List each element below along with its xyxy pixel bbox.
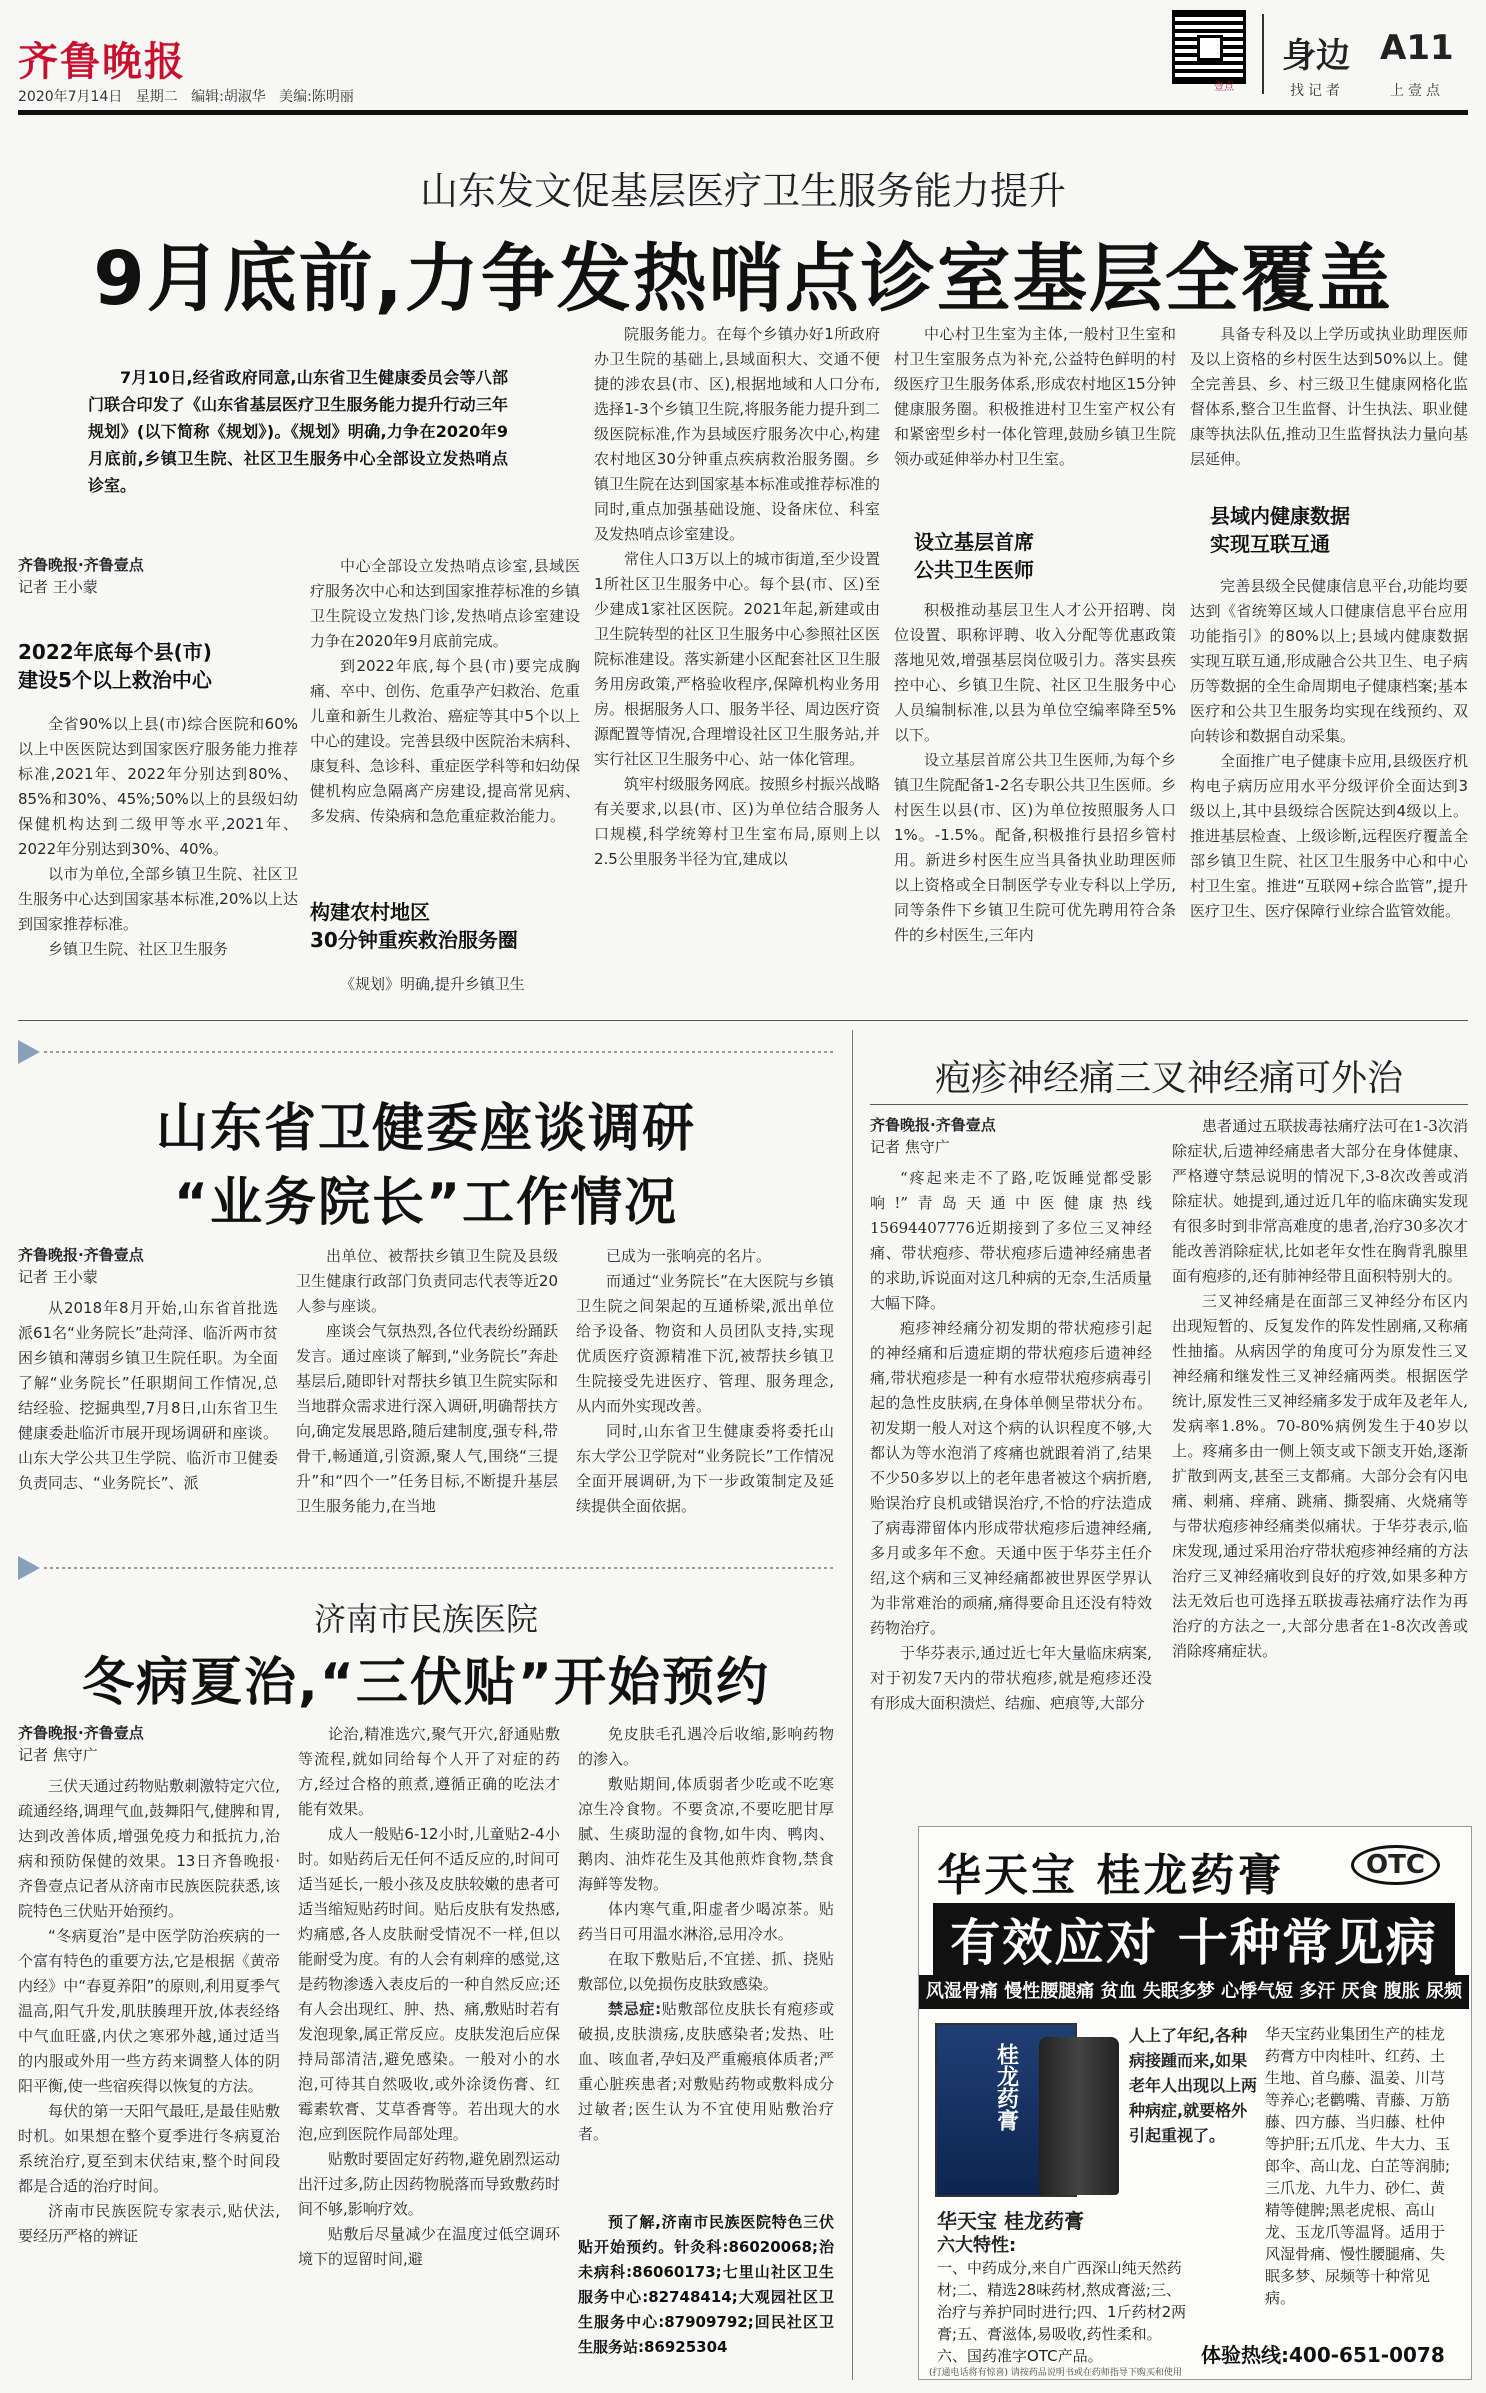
- paragraph: 常住人口3万以上的城市街道,至少设置1所社区卫生服务中心。每个县(市、区)至少建成1家社区医院。2021年起,新建或由卫生院转型的社区卫生服务中心参照社区医院标准建设。落实新建小区配套社区卫生服务用房政策,严格验收程序,保障机构业务用房。根据服务人口、服务半径、周边医疗资源配置等情况,合理增设社区卫生服务站,并实行社区卫生服务中心、站一体化管理。: [594, 550, 880, 768]
- paragraph: “冬病夏治”是中医学防治疾病的一个富有特色的重要方法,它是根据《黄帝内经》中“春夏养阳”的原则,利用夏季气温高,阳气升发,肌肤腠理开放,体表经络中气血旺盛,内伏之寒邪外越,通过适当的内服或外用一些方药来调整人体的阴阳平衡,使一些宿疾得以恢复的方法。: [18, 1927, 280, 2095]
- article4-title: 疱疹神经痛三叉神经痛可外治: [934, 1058, 1403, 1099]
- paragraph: 三伏天通过药物贴敷刺激特定穴位,疏通经络,调理气血,鼓舞阳气,健脾和胃,达到改善体质,增强免疫力和抵抗力,治病和预防保健的效果。13日齐鲁晚报·齐鲁壹点记者从济南市民族医院获悉,该院特色三伏贴开始预约。: [18, 1777, 280, 1920]
- section-divider: [18, 1020, 1468, 1021]
- article3-appointment-info: [578, 2210, 834, 2380]
- article4-column-2: [1172, 1114, 1468, 1786]
- section-name: 身边: [1282, 36, 1350, 76]
- ad-intro-text: 人上了年纪,各种病接踵而来,如果老年人出现以上两种病症,就要格外引起重视了。: [1129, 2026, 1258, 2145]
- dashed-rule: [44, 1051, 834, 1053]
- paragraph: 以市为单位,全部乡镇卫生院、社区卫生服务中心达到国家基本标准,20%以上达到国家推荐标准。: [18, 865, 298, 933]
- article3-byline: [18, 1722, 280, 1766]
- masthead-rule: [18, 110, 1468, 115]
- paragraph: 贴敷时要固定好药物,避免剧烈运动出汗过多,防止因药物脱落而导致敷药时间不够,影响疗效。: [298, 2150, 560, 2218]
- byline-reporter: 记者 焦守广: [870, 1138, 950, 1156]
- reporter-tag: 找记者: [1290, 83, 1344, 99]
- paragraph: 论治,精准选穴,聚气开穴,舒通贴敷等流程,就如同给每个人开了对症的药方,经过合格的煎煮,遵循正确的吃法才能有效果。: [298, 1725, 560, 1818]
- ad-hotline[interactable]: [1201, 2339, 1445, 2368]
- paragraph: 从2018年8月开始,山东省首批选派61名“业务院长”赴菏泽、临沂两市贫困乡镇和薄弱乡镇卫生院任职。为全面了解“业务院长”任职期间工作情况,总结经验、挖掘典型,7月8日,山东省卫生健康委赴临沂市展开现场调研和座谈。山东大学公共卫生学院、临沂市卫健委负责同志、“业务院长”、派: [18, 1299, 278, 1492]
- article1-lead: 7月10日,经省政府同意,山东省卫生健康委员会等八部门联合印发了《山东省基层医疗卫生服务能力提升行动三年规划》(以下简称《规划》)。《规划》明确,力争在2020年9月底前,乡镇卫生院、社区卫生服务中心全部设立发热哨点诊室。: [88, 368, 508, 495]
- issue-designer: 美编:陈明丽: [279, 89, 354, 105]
- qr-label: 壹点: [1214, 82, 1234, 93]
- otc-badge: OTC: [1351, 1845, 1440, 1885]
- paragraph: 三叉神经痛是在面部三叉神经分布区内出现短暂的、反复发作的阵发性剧痛,又称痛性抽搐。从病因学的角度可分为原发性三叉神经痛和继发性三叉神经痛两类。根据医学统计,原发性三叉神经痛多发于成年及老年人,发病率1.8%。70-80%病例发生于40岁以上。疼痛多由一侧上领支或下颌支开始,逐渐扩散到两支,甚至三支都痛。大部分会有闪电痛、刺痛、痒痛、跳痛、撕裂痛、火烧痛等与带状疱疹神经痛类似痛状。于华芬表示,临床发现,通过采用治疗带状疱疹神经痛的方法治疗三叉神经痛收到良好的疗效,如果多种方法无效后也可选择五联拔毒祛痛疗法作为再治疗的方法之一,大部分患者在1-8次改善或消除疼痛症状。: [1172, 1292, 1468, 1660]
- hotline-number[interactable]: 400-651-0078: [1289, 2343, 1445, 2367]
- column-divider: [852, 1030, 853, 2380]
- paragraph: 同时,山东省卫生健康委将委托山东大学公卫学院对“业务院长”工作情况全面开展调研,为下一步政策制定及延续提供全面依据。: [576, 1422, 834, 1515]
- article2-column-3: [576, 1244, 834, 1546]
- paragraph: 体内寒气重,阳虚者少喝凉茶。贴药当日可用温水淋浴,忌用冷水。: [578, 1900, 834, 1943]
- article4-rule: [870, 1104, 1468, 1105]
- paragraph: 已成为一张响亮的名片。: [606, 1247, 772, 1265]
- byline-reporter: 记者 焦守广: [18, 1746, 98, 1764]
- ad-features: 一、中药成分,来自广西深山纯天然药材;二、精选28味药材,熬成膏滋;三、治疗与养护同时进行;四、1斤药材2两膏;五、膏滋体,易吸收,药性柔和。六、国药准字OTC产品。: [937, 2259, 1187, 2365]
- ad-brand: 华天宝 桂龙药膏: [937, 2209, 1084, 2233]
- paragraph: 到2022年底,每个县(市)要完成胸痛、卒中、创伤、危重孕产妇救治、危重儿童和新生儿救治、癌症等其中5个以上中心的建设。完善县级中医院治未病科、康复科、急诊科、重症医学科等和妇幼保健机构应急隔离产房建设,提高常见病、多发病、传染病和急危重症救治能力。: [310, 657, 581, 825]
- article2-byline: [18, 1244, 278, 1288]
- ad-fineprint: (打通电话将有惊喜) 请按药品说明书或在药师指导下购买和使用: [929, 2368, 1182, 2378]
- article3-subtitle: 济南市民族医院: [313, 1600, 538, 1638]
- article2-title-line2: “业务院长”工作情况: [173, 1173, 679, 1233]
- paragraph: 出单位、被帮扶乡镇卫生院及县级卫生健康行政部门负责同志代表等近20人参与座谈。: [296, 1247, 558, 1315]
- article3-column-3: [578, 1722, 834, 2143]
- article1-column-2-tail: [310, 972, 580, 1002]
- paragraph: 积极推动基层卫生人才公开招聘、岗位设置、职称评聘、收入分配等优惠政策落地见效,增强基层岗位吸引力。落实县疾控中心、乡镇卫生院、社区卫生服务中心人员编制标准,以县为单位空编率降至5%以下。: [894, 601, 1176, 744]
- article1-column-5b: [1190, 574, 1468, 1002]
- issue-weekday: 星期二: [135, 89, 178, 105]
- contra-text: 贴敷部位皮肤长有疱疹或破损,皮肤溃疡,皮肤感染者;发热、吐血、咳血者,孕妇及严重瘢痕体质者;严重心脏疾患者;对敷贴药物或敷料成分过敏者;医生认为不宜使用贴敷治疗者。: [578, 2000, 834, 2143]
- masthead-divider: [1262, 14, 1264, 94]
- paragraph: 患者通过五联拔毒祛痛疗法可在1-3次消除症状,后遗神经痛患者大部分在身体健康、严格遵守禁忌说明的情况下,3-8次改善或消除症状。她提到,通过近几年的临床确实发现有很多时到非常高难度的患者,治疗30多次才能改善消除症状,比如老年女性在胸背乳腺里面有疱疹的,还有肺神经带且面积特别大的。: [1172, 1117, 1468, 1285]
- ad-headline: 有效应对 十种常见病: [933, 1903, 1455, 1975]
- paragraph: 座谈会气氛热烈,各位代表纷纷踊跃发言。通过座谈了解到,“业务院长”奔赴基层后,随即针对帮扶乡镇卫生院实际和当地群众需求进行深入调研,明确帮扶方向,确定发展思路,随后建制度,强专科,带骨干,畅通道,引资源,聚人气,围绕“三提升”和“四个一”任务目标,不断提升基层卫生服务能力,在当地: [296, 1322, 558, 1515]
- dashed-rule: [44, 1567, 834, 1569]
- paragraph: 中心全部设立发热哨点诊室,县域医疗服务次中心和达到国家推荐标准的乡镇卫生院设立发热门诊,发热哨点诊室建设力争在2020年9月底前完成。: [310, 557, 581, 650]
- byline-source: 齐鲁晚报·齐鲁壹点: [18, 1724, 144, 1742]
- paragraph: 《规划》明确,提升乡镇卫生: [340, 975, 525, 993]
- issue-editor: 编辑:胡淑华: [191, 89, 266, 105]
- byline-source: 齐鲁晚报·齐鲁壹点: [870, 1116, 996, 1134]
- article1-subtitle: 山东发文促基层医疗卫生服务能力提升: [419, 169, 1066, 213]
- article1-column-4b: [894, 598, 1176, 1002]
- paragraph: 筑牢村级服务网底。按照乡村振兴战略有关要求,以县(市、区)为单位结合服务人口规模,科学统筹村卫生室布局,原则上以2.5公里服务半径为宜,建成以: [594, 775, 880, 868]
- article1-subhead-1: 2022年底每个县(市) 建设5个以上救治中心: [18, 640, 212, 692]
- paragraph: 而通过“业务院长”在大医院与乡镇卫生院之间架起的互通桥梁,派出单位给予设备、物资和人员团队支持,实现优质医疗资源精准下沉,被帮扶乡镇卫生院接受先进医疗、管理、服务理念,从内而外实现改善。: [576, 1272, 834, 1415]
- ad-title: 华天宝 桂龙药膏: [937, 1850, 1285, 1901]
- paragraph: 疱疹神经痛分初发期的带状疱疹引起的神经痛和后遗症期的带状疱疹后遗神经痛,带状疱疹是一种有水痘带状疱疹病毒引起的急性皮肤病,在身体单侧呈带状分布。初发期一般人对这个病的认识程度不够,大都认为等水泡消了疼痛也就跟着消了,结果不少50多岁以上的老年患者被这个病折磨,贻误治疗良机或错误治疗,不恰的疗法造成了病毒滞留体内形成带状疱疹后遗神经痛,多月或多年不愈。天通中医于华芬主任介绍,这个病和三叉神经痛都被世界医学界认为非常难治的顽痛,痛得要命且还没有特效药物治疗。: [870, 1319, 1152, 1637]
- article1-title: 9月底前,力争发热哨点诊室基层全覆盖: [93, 236, 1393, 322]
- article2-column-2: [296, 1244, 558, 1546]
- page-number: A11: [1380, 28, 1454, 68]
- paragraph: 于华芬表示,通过近七年大量临床病案,对于初发7天内的带状疱疹,就是疱疹还没有形成大面积溃烂、结痂、疤痕等,大部分: [870, 1644, 1152, 1712]
- paragraph: 完善县级全民健康信息平台,功能均要达到《省统筹区域人口健康信息平台应用功能指引》的80%以上;县域内健康数据实现互联互通,形成融合公共卫生、电子病历等数据的全生命周期电子健康档案;基本医疗和公共卫生服务均实现在线预约、双向转诊和数据自动采集。: [1190, 577, 1468, 745]
- triangle-marker-icon: [18, 1556, 40, 1580]
- ad-description: 华天宝药业集团生产的桂龙药膏方中肉桂叶、红药、土生地、首乌藤、温姜、川芎等养心;老鹳嘴、青藤、万筋藤、四方藤、当归藤、杜仲等护肝;五爪龙、牛大力、玉郎伞、高山龙、白芷等润肺;三爪龙、九牛力、砂仁、黄精等健脾;黑老虎根、高山龙、玉龙爪等温肾。适用于风湿骨痛、慢性腰腿痛、失眠多梦、尿频等十种常见病。: [1265, 2025, 1451, 2307]
- article1-column-4: [894, 322, 1176, 512]
- paragraph: 预了解,济南市民族医院特色三伏贴开始预约。针灸科:86020068;治未病科:86060173;七里山社区卫生服务中心:82748414;大观园社区卫生服务中心:87909792;回民社区卫生服务站:86925304: [578, 2213, 834, 2356]
- byline-source: 齐鲁晚报·齐鲁壹点: [18, 556, 144, 574]
- paragraph: 具备专科及以上学历或执业助理医师及以上资格的乡村医生达到50%以上。健全完善县、乡、村三级卫生健康网格化监督体系,整合卫生监督、计生执法、职业健康等执法队伍,推动卫生监督执法力量向基层延伸。: [1190, 325, 1468, 468]
- article3-title: 冬病夏治,“三伏贴”开始预约: [81, 1653, 771, 1713]
- newspaper-logo: 齐鲁晚报: [18, 38, 186, 85]
- paragraph: 中心村卫生室为主体,一般村卫生室和村卫生室服务点为补充,公益特色鲜明的村级医疗卫生服务体系,形成农村地区15分钟健康服务圈。积极推进村卫生室产权公有和紧密型乡村一体化管理,鼓励乡镇卫生院领办或延伸举办村卫生室。: [894, 325, 1176, 468]
- brand-tag: 上壹点: [1390, 83, 1444, 99]
- article4-byline: [870, 1114, 1152, 1158]
- paragraph: 全省90%以上县(市)综合医院和60%以上中医医院达到国家医疗服务能力推荐标准,2021年、2022年分别达到80%、85%和30%、45%;50%以上的县级妇幼保健机构达到二级甲等水平,2021年、2022年分别达到30%、40%。: [18, 715, 298, 858]
- article1-column-5: [1190, 322, 1468, 482]
- paragraph: 每伏的第一天阳气最旺,是最佳贴敷时机。如果想在整个夏季进行冬病夏治系统治疗,夏至到末伏结束,整个时间段都是合适的治疗时间。: [18, 2102, 280, 2195]
- article4-column-1: [870, 1166, 1152, 1786]
- ad-features-title: 六大特性:: [937, 2235, 1017, 2256]
- byline-reporter: 记者 王小蒙: [18, 1268, 98, 1286]
- article3-column-2: [298, 1722, 560, 2380]
- article3-column-1: [18, 1774, 280, 2380]
- box-label: 桂龙药膏: [993, 2043, 1019, 2131]
- paragraph: 贴敷后尽量减少在温度过低空调环境下的逗留时间,避: [298, 2225, 560, 2268]
- article1-column-3: [594, 322, 880, 1002]
- article1-column-2: [310, 554, 580, 884]
- paragraph: 免皮肤毛孔遇冷后收缩,影响药物的渗入。: [578, 1725, 834, 1768]
- product-bottle: [1039, 2037, 1119, 2195]
- paragraph: “疼起来走不了路,吃饭睡觉都受影响!”青岛天通中医健康热线15694407776近期接到了多位三叉神经痛、带状疱疹、带状疱疹后遗神经痛患者的求助,诉说面对这几种病的无奈,生活质量大幅下降。: [870, 1169, 1152, 1312]
- paragraph: 院服务能力。在每个乡镇办好1所政府办卫生院的基础上,县域面积大、交通不便捷的涉农县(市、区),根据地域和人口分布,选择1-3个乡镇卫生院,将服务能力提升到二级医院标准,作为县域医疗服务次中心,构建农村地区30分钟重点疾病救治服务圈。乡镇卫生院在达到国家基本标准或推荐标准的同时,重点加强基础设施、设备床位、科室及发热哨点诊室建设。: [594, 325, 880, 543]
- qr-code[interactable]: [1172, 10, 1246, 84]
- article1-subhead-4: 县域内健康数据 实现互联互通: [1210, 504, 1350, 556]
- paragraph: 济南市民族医院专家表示,贴伏法,要经历严格的辨证: [18, 2202, 280, 2245]
- ad-symptoms: 风湿骨痛 慢性腰腿痛 贫血 失眠多梦 心悸气短 多汗 厌食 腹胀 尿频: [919, 1975, 1469, 2009]
- paragraph: 成人一般贴6-12小时,儿童贴2-4小时。如贴药后无任何不适反应的,时间可适当延长,一般小孩及皮肤较嫩的患者可适当缩短贴药时间。贴后皮肤有发热感,灼痛感,各人皮肤耐受情况不一样,但以能耐受为度。有的人会有刺痒的感觉,这是药物渗透入表皮后的一种自然反应;还有人会出现红、肿、热、痛,敷贴时若有发泡现象,属正常反应。皮肤发泡后应保持局部清洁,避免感染。一般对小的水泡,可待其自然吸收,或外涂烫伤膏、红霉素软膏、艾草香膏等。若出现大的水泡,应到医院作局部处理。: [298, 1825, 560, 2143]
- paragraph: 在取下敷贴后,不宜搓、抓、挠贴敷部位,以免损伤皮肤致感染。: [578, 1950, 834, 1993]
- paragraph: 乡镇卫生院、社区卫生服务: [48, 940, 229, 958]
- advertisement[interactable]: [918, 1826, 1472, 2380]
- triangle-marker-icon: [18, 1040, 40, 1064]
- article1-subhead-2: 构建农村地区 30分钟重疾救治服务圈: [310, 900, 518, 952]
- byline-reporter: 记者 王小蒙: [18, 578, 98, 596]
- article1-column-1: [18, 712, 298, 1002]
- contra-label: 禁忌症:: [608, 2000, 662, 2018]
- article1-byline: [18, 554, 298, 598]
- paragraph: 敷贴期间,体质弱者少吃或不吃寒凉生冷食物。不要贪凉,不要吃肥甘厚腻、生痰助湿的食物,如牛肉、鸭肉、鹅肉、油炸花生及其他煎炸食物,禁食海鲜等发物。: [578, 1775, 834, 1893]
- issue-date: 2020年7月14日: [18, 89, 123, 105]
- paragraph: 设立基层首席公共卫生医师,为每个乡镇卫生院配备1-2名专职公共卫生医师。乡村医生以县(市、区)为单位按照服务人口1%。-1.5%。配备,积极推行县招乡管村用。新进乡村医生应当具备执业助理医师以上资格或全日制医学专业专科以上学历,同等条件下乡镇卫生院可优先聘用符合条件的乡村医生,三年内: [894, 751, 1176, 944]
- article2-title-line1: 山东省卫健委座谈调研: [155, 1099, 696, 1159]
- issue-meta: [18, 86, 354, 106]
- article1-subhead-3: 设立基层首席 公共卫生医师: [914, 530, 1034, 582]
- paragraph: 全面推广电子健康卡应用,县级医疗机构电子病历应用水平分级评价全面达到3级以上,其中县级综合医院达到4级以上。推进基层检查、上级诊断,远程医疗覆盖全部乡镇卫生院、社区卫生服务中心和中心村卫生室。推进“互联网+综合监管”,提升医疗卫生、医疗保障行业综合监管效能。: [1190, 752, 1468, 920]
- hotline-label: 体验热线:: [1201, 2343, 1289, 2367]
- contraindications: [578, 1997, 834, 2147]
- byline-source: 齐鲁晚报·齐鲁壹点: [18, 1246, 144, 1264]
- article2-column-1: [18, 1296, 278, 1546]
